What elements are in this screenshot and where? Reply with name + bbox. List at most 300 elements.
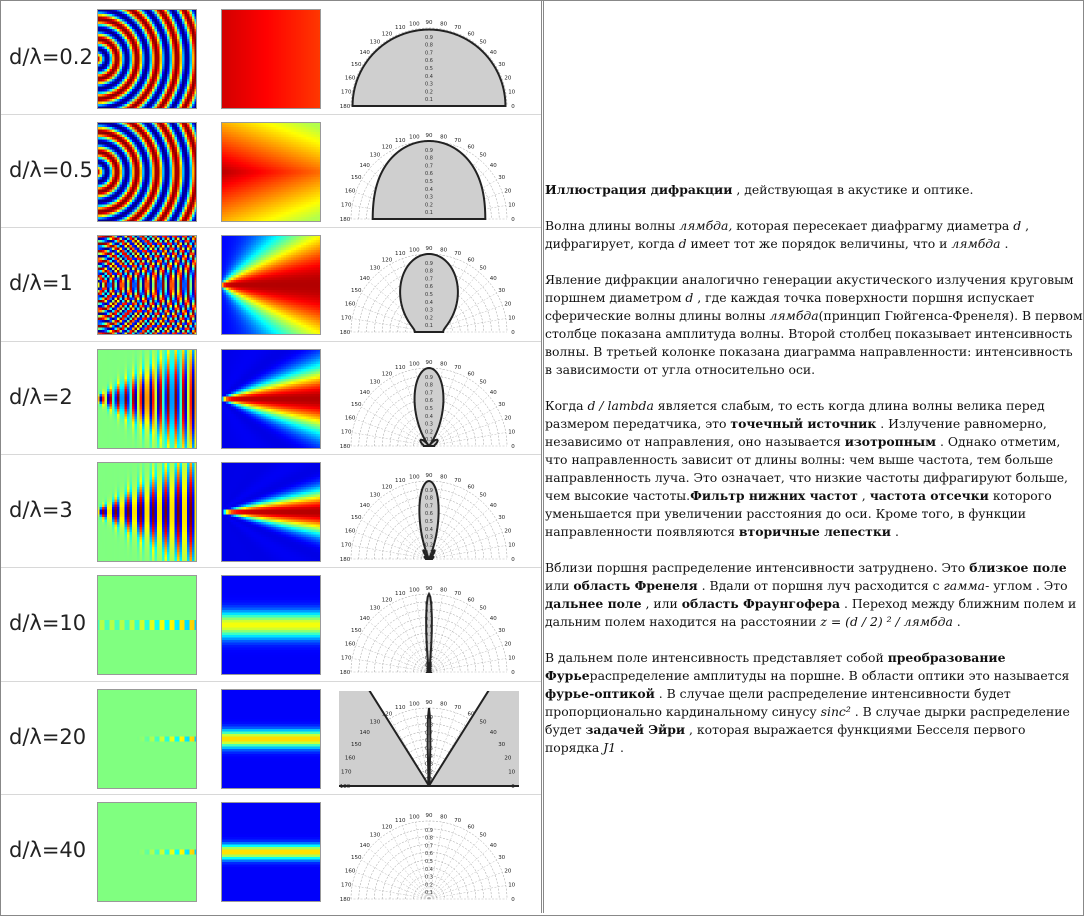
text-span: Когда xyxy=(545,398,588,413)
angle-tick-label: 160 xyxy=(345,301,356,307)
angle-tick-label: 80 xyxy=(440,701,447,707)
row-divider xyxy=(1,454,541,455)
ratio-label: d/λ=20 xyxy=(9,725,86,749)
angle-tick-label: 50 xyxy=(480,153,487,159)
angle-tick-label: 120 xyxy=(382,824,393,830)
angle-tick-label: 120 xyxy=(382,371,393,377)
radial-tick-label: 0.5 xyxy=(425,859,433,865)
amplitude-plot xyxy=(97,575,197,675)
angle-tick-label: 120 xyxy=(382,597,393,603)
term-fresnel-region: область Френеля xyxy=(573,578,697,593)
angle-tick-label: 110 xyxy=(395,251,406,257)
radial-tick-label: 0.2 xyxy=(425,315,433,321)
angle-tick-label: 160 xyxy=(345,415,356,421)
text-span: В дальнем поле интенсивность представляет собой xyxy=(545,650,888,665)
directivity-polar-plot xyxy=(339,351,519,451)
angle-tick-label: 70 xyxy=(454,705,461,711)
radial-tick-label: 0.5 xyxy=(425,406,433,412)
radial-tick-label: 0.3 xyxy=(425,308,433,314)
angle-tick-label: 30 xyxy=(498,175,505,181)
angle-tick-label: 170 xyxy=(341,89,352,95)
radial-tick-label: 0.7 xyxy=(425,616,433,622)
radial-tick-label: 0.9 xyxy=(425,148,433,154)
radial-tick-label: 0.4 xyxy=(425,640,433,646)
radial-tick-label: 0.7 xyxy=(425,843,433,849)
angle-tick-label: 20 xyxy=(504,641,511,647)
angle-tick-label: 10 xyxy=(508,202,515,208)
angle-tick-label: 130 xyxy=(370,380,381,386)
angle-tick-label: 150 xyxy=(351,628,362,634)
radial-tick-label: 0.6 xyxy=(425,171,433,177)
text-span: , где каждая точка поверхности поршня испускает сферические волны длины волны xyxy=(545,290,1034,323)
ratio-label: d/λ=1 xyxy=(9,271,73,295)
text-span: . В случае дырки распределение будет xyxy=(545,704,1070,737)
angle-tick-label: 90 xyxy=(426,586,433,592)
radial-tick-label: 0.5 xyxy=(425,179,433,185)
angle-tick-label: 130 xyxy=(370,833,381,839)
angle-tick-label: 10 xyxy=(508,89,515,95)
angle-tick-label: 140 xyxy=(359,616,370,622)
term-isotropic: изотропным xyxy=(845,434,936,449)
angle-tick-label: 80 xyxy=(440,814,447,820)
angle-tick-label: 20 xyxy=(504,301,511,307)
angle-tick-label: 50 xyxy=(480,380,487,386)
radial-tick-label: 0.9 xyxy=(425,35,433,41)
figure-row xyxy=(1,454,541,568)
radial-tick-label: 0.2 xyxy=(425,655,433,661)
angle-tick-label: 160 xyxy=(345,188,356,194)
term-low-pass-filter: Фильтр нижних частот xyxy=(690,488,858,503)
angle-tick-label: 150 xyxy=(351,288,362,294)
angle-tick-label: 60 xyxy=(468,144,475,150)
angle-tick-label: 30 xyxy=(498,855,505,861)
text-span: , которая выражается функциями Бесселя первого порядка xyxy=(545,722,1025,755)
term-cutoff-frequency: частота отсечки xyxy=(870,488,989,503)
symbol-gamma: гамма- xyxy=(943,578,989,593)
radial-tick-label: 0.7 xyxy=(425,390,433,396)
radial-tick-label: 0.2 xyxy=(425,89,433,95)
angle-tick-label: 110 xyxy=(395,25,406,31)
radial-tick-label: 0.6 xyxy=(425,398,433,404)
directivity-polar-plot xyxy=(339,11,519,111)
angle-tick-label: 60 xyxy=(468,597,475,603)
text-span: , xyxy=(858,488,870,503)
angle-tick-label: 130 xyxy=(370,266,381,272)
angle-tick-label: 80 xyxy=(440,247,447,253)
angle-tick-label: 160 xyxy=(345,75,356,81)
symbol-lambda: лямбда xyxy=(769,308,818,323)
radial-tick-label: 0.8 xyxy=(425,836,433,842)
angle-tick-label: 0 xyxy=(511,557,515,563)
radial-tick-label: 0.3 xyxy=(425,648,433,654)
intensity-plot xyxy=(221,235,321,335)
angle-tick-label: 100 xyxy=(409,134,420,140)
angle-tick-label: 50 xyxy=(480,493,487,499)
ratio-label: d/λ=0.2 xyxy=(9,45,93,69)
symbol-d: d xyxy=(679,236,687,251)
text-span: распределение амплитуды на поршне. В области оптики это называется xyxy=(590,668,1070,683)
angle-tick-label: 50 xyxy=(480,266,487,272)
angle-tick-label: 80 xyxy=(440,587,447,593)
angle-tick-label: 60 xyxy=(468,824,475,830)
term-fourier-transform: преобразование Фурье xyxy=(545,650,1005,683)
text-span: или xyxy=(545,578,573,593)
text-span: (принцип Гюйгенса-Френеля). В первом столбце показана амплитуда волны. Второй столбец показывает интенсивность волны. В третьей колонке показана диаграмма направленности: интенсивность в зависимости от угла относительно оси. xyxy=(545,308,1083,377)
description-text xyxy=(545,181,1083,775)
paragraph-directivity xyxy=(545,397,1083,541)
figure-row xyxy=(1,227,541,341)
figure-row xyxy=(1,114,541,228)
radial-tick-label: 0.4 xyxy=(425,414,433,420)
text-span: . xyxy=(953,614,961,629)
angle-tick-label: 40 xyxy=(490,50,497,56)
radial-tick-label: 0.5 xyxy=(425,746,433,752)
radial-tick-label: 0.3 xyxy=(425,875,433,881)
angle-tick-label: 110 xyxy=(395,591,406,597)
paragraph-intro xyxy=(545,181,1083,199)
angle-tick-label: 160 xyxy=(345,755,356,761)
angle-tick-label: 90 xyxy=(426,700,433,706)
radial-tick-label: 0.3 xyxy=(425,422,433,428)
amplitude-plot xyxy=(97,122,197,222)
angle-tick-label: 130 xyxy=(370,606,381,612)
angle-tick-label: 0 xyxy=(511,897,515,903)
angle-tick-label: 150 xyxy=(351,62,362,68)
angle-tick-label: 90 xyxy=(426,20,433,26)
angle-tick-label: 70 xyxy=(454,591,461,597)
angle-tick-label: 130 xyxy=(370,720,381,726)
radial-tick-label: 0.4 xyxy=(425,74,433,80)
angle-tick-label: 70 xyxy=(454,478,461,484)
angle-tick-label: 150 xyxy=(351,175,362,181)
radial-tick-label: 0.2 xyxy=(425,429,433,435)
angle-tick-label: 20 xyxy=(504,188,511,194)
radial-tick-label: 0.6 xyxy=(425,284,433,290)
angle-tick-label: 150 xyxy=(351,742,362,748)
angle-tick-label: 170 xyxy=(341,882,352,888)
ratio-label: d/λ=40 xyxy=(9,838,86,862)
text-span: имеет тот же порядок величины, что и xyxy=(687,236,952,251)
radial-tick-label: 0.8 xyxy=(425,496,433,502)
angle-tick-label: 40 xyxy=(490,730,497,736)
angle-tick-label: 80 xyxy=(440,474,447,480)
symbol-sinc-squared: sinc² xyxy=(821,704,851,719)
radial-tick-label: 0.4 xyxy=(425,527,433,533)
angle-tick-label: 10 xyxy=(508,655,515,661)
symbol-d-over-lambda: d / lambda xyxy=(588,398,654,413)
radial-tick-label: 0.8 xyxy=(425,43,433,49)
angle-tick-label: 180 xyxy=(340,557,351,563)
angle-tick-label: 120 xyxy=(382,711,393,717)
radial-tick-label: 0.2 xyxy=(425,202,433,208)
radial-tick-label: 0.1 xyxy=(425,890,433,896)
radial-tick-label: 0.1 xyxy=(425,97,433,103)
angle-tick-label: 0 xyxy=(511,784,515,790)
paragraph-fourier xyxy=(545,649,1083,757)
figure-row xyxy=(1,794,541,908)
text-span: . xyxy=(891,524,899,539)
radial-tick-label: 0.3 xyxy=(425,762,433,768)
angle-tick-label: 70 xyxy=(454,365,461,371)
angle-tick-label: 20 xyxy=(504,868,511,874)
text-span: . Однако отметим, что направленность зависит от длины волны: чем выше частота, тем больше направленность луча. Это означает, что низкие частоты дифрагируют больше, чем высокие частоты. xyxy=(545,434,1068,503)
angle-tick-label: 180 xyxy=(340,217,351,223)
angle-tick-label: 90 xyxy=(426,473,433,479)
ratio-label: d/λ=0.5 xyxy=(9,158,93,182)
angle-tick-label: 100 xyxy=(409,247,420,253)
amplitude-plot xyxy=(97,349,197,449)
amplitude-plot xyxy=(97,462,197,562)
paragraph-piston xyxy=(545,271,1083,379)
angle-tick-label: 140 xyxy=(359,730,370,736)
directivity-polar-plot xyxy=(339,464,519,564)
ratio-label: d/λ=2 xyxy=(9,385,73,409)
radial-tick-label: 0.6 xyxy=(425,511,433,517)
angle-tick-label: 70 xyxy=(454,138,461,144)
angle-tick-label: 40 xyxy=(490,843,497,849)
text-span: . Переход между ближним полем и дальним полем находится на расстоянии xyxy=(545,596,1076,629)
angle-tick-label: 20 xyxy=(504,75,511,81)
text-span: является слабым, то есть когда длина волны велика перед размером передатчика, это xyxy=(545,398,1045,431)
angle-tick-label: 80 xyxy=(440,361,447,367)
radial-tick-label: 0.9 xyxy=(425,715,433,721)
angle-tick-label: 10 xyxy=(508,882,515,888)
angle-tick-label: 50 xyxy=(480,833,487,839)
radial-tick-label: 0.3 xyxy=(425,535,433,541)
radial-tick-label: 0.7 xyxy=(425,730,433,736)
angle-tick-label: 10 xyxy=(508,769,515,775)
angle-tick-label: 90 xyxy=(426,813,433,819)
text-span: Вблизи поршня распределение интенсивности затруднено. Это xyxy=(545,560,969,575)
angle-tick-label: 110 xyxy=(395,365,406,371)
angle-tick-label: 150 xyxy=(351,402,362,408)
angle-tick-label: 130 xyxy=(370,153,381,159)
amplitude-plot xyxy=(97,689,197,789)
term-fourier-optics: фурье-оптикой xyxy=(545,686,655,701)
angle-tick-label: 30 xyxy=(498,288,505,294)
intensity-plot xyxy=(221,689,321,789)
angle-tick-label: 100 xyxy=(409,587,420,593)
text-span: . В случае щели распределение интенсивности будет пропорционально кардинальному синусу xyxy=(545,686,1011,719)
angle-tick-label: 40 xyxy=(490,390,497,396)
radial-tick-label: 0.4 xyxy=(425,300,433,306)
radial-tick-label: 0.9 xyxy=(425,488,433,494)
angle-tick-label: 90 xyxy=(426,246,433,252)
radial-tick-label: 0.5 xyxy=(425,632,433,638)
radial-tick-label: 0.9 xyxy=(425,828,433,834)
angle-tick-label: 150 xyxy=(351,515,362,521)
angle-tick-label: 30 xyxy=(498,515,505,521)
text-span: Явление дифракции аналогично генерации акустического излучения круговым поршнем диаметром xyxy=(545,272,1074,305)
term-diffraction-illustration: Иллюстрация дифракции xyxy=(545,182,732,197)
figure-column xyxy=(1,1,542,913)
radial-tick-label: 0.1 xyxy=(425,323,433,329)
angle-tick-label: 110 xyxy=(395,705,406,711)
angle-tick-label: 40 xyxy=(490,163,497,169)
angle-tick-label: 180 xyxy=(340,330,351,336)
angle-tick-label: 10 xyxy=(508,315,515,321)
radial-tick-label: 0.1 xyxy=(425,663,433,669)
figure-row xyxy=(1,341,541,455)
text-column xyxy=(543,1,1083,913)
angle-tick-label: 180 xyxy=(340,897,351,903)
symbol-lambda: лямбда, xyxy=(679,218,732,233)
text-span: , или xyxy=(642,596,682,611)
text-span: которая пересекает диафрагму диаметра xyxy=(732,218,1013,233)
angle-tick-label: 140 xyxy=(359,163,370,169)
angle-tick-label: 120 xyxy=(382,144,393,150)
radial-tick-label: 0.6 xyxy=(425,624,433,630)
angle-tick-label: 10 xyxy=(508,429,515,435)
radial-tick-label: 0.8 xyxy=(425,156,433,162)
directivity-polar-plot xyxy=(339,577,519,677)
intensity-plot xyxy=(221,122,321,222)
directivity-polar-plot xyxy=(339,124,519,224)
radial-tick-label: 0.3 xyxy=(425,195,433,201)
angle-tick-label: 160 xyxy=(345,641,356,647)
radial-tick-label: 0.7 xyxy=(425,276,433,282)
radial-tick-label: 0.9 xyxy=(425,261,433,267)
angle-tick-label: 0 xyxy=(511,104,515,110)
radial-tick-label: 0.6 xyxy=(425,851,433,857)
amplitude-plot xyxy=(97,9,197,109)
text-span: , действующая в акустике и оптике. xyxy=(732,182,973,197)
term-near-field: близкое поле xyxy=(969,560,1066,575)
term-airy-problem: задачей Эйри xyxy=(586,722,686,737)
angle-tick-label: 160 xyxy=(345,528,356,534)
ratio-label: d/λ=10 xyxy=(9,611,86,635)
angle-tick-label: 140 xyxy=(359,503,370,509)
radial-tick-label: 0.1 xyxy=(425,437,433,443)
radial-tick-label: 0.4 xyxy=(425,867,433,873)
row-divider xyxy=(1,567,541,568)
angle-tick-label: 70 xyxy=(454,818,461,824)
amplitude-plot xyxy=(97,802,197,902)
symbol-j1: J1 xyxy=(603,740,616,755)
radial-tick-label: 0.5 xyxy=(425,519,433,525)
intensity-plot xyxy=(221,575,321,675)
angle-tick-label: 120 xyxy=(382,257,393,263)
paragraph-wavelength xyxy=(545,217,1083,253)
term-side-lobes: вторичные лепестки xyxy=(739,524,891,539)
intensity-plot xyxy=(221,802,321,902)
angle-tick-label: 80 xyxy=(440,21,447,27)
amplitude-plot xyxy=(97,235,197,335)
symbol-lambda: лямбда xyxy=(951,236,1000,251)
angle-tick-label: 170 xyxy=(341,429,352,435)
radial-tick-label: 0.5 xyxy=(425,292,433,298)
row-divider xyxy=(1,114,541,115)
angle-tick-label: 60 xyxy=(468,711,475,717)
angle-tick-label: 60 xyxy=(468,371,475,377)
term-far-field: дальнее поле xyxy=(545,596,642,611)
row-divider xyxy=(1,341,541,342)
angle-tick-label: 170 xyxy=(341,542,352,548)
term-point-source: точечный источник xyxy=(730,416,876,431)
angle-tick-label: 0 xyxy=(511,217,515,223)
term-fraunhofer-region: область Фраунгофера xyxy=(682,596,840,611)
text-span: , дифрагирует, когда xyxy=(545,218,1029,251)
directivity-polar-plot xyxy=(339,691,519,791)
angle-tick-label: 30 xyxy=(498,62,505,68)
angle-tick-label: 150 xyxy=(351,855,362,861)
angle-tick-label: 170 xyxy=(341,202,352,208)
angle-tick-label: 140 xyxy=(359,390,370,396)
angle-tick-label: 130 xyxy=(370,493,381,499)
ratio-label: d/λ=3 xyxy=(9,498,73,522)
angle-tick-label: 100 xyxy=(409,701,420,707)
radial-tick-label: 0.1 xyxy=(425,777,433,783)
angle-tick-label: 90 xyxy=(426,360,433,366)
radial-tick-label: 0.7 xyxy=(425,50,433,56)
angle-tick-label: 170 xyxy=(341,769,352,775)
radial-tick-label: 0.9 xyxy=(425,375,433,381)
radial-tick-label: 0.8 xyxy=(425,723,433,729)
radial-tick-label: 0.8 xyxy=(425,383,433,389)
figure-row xyxy=(1,681,541,795)
angle-tick-label: 20 xyxy=(504,755,511,761)
intensity-plot xyxy=(221,349,321,449)
row-divider xyxy=(1,227,541,228)
angle-tick-label: 130 xyxy=(370,40,381,46)
text-span: углом . Это xyxy=(989,578,1067,593)
angle-tick-label: 10 xyxy=(508,542,515,548)
angle-tick-label: 140 xyxy=(359,843,370,849)
text-span: . Излучение равномерно, независимо от направления, оно называется xyxy=(545,416,1047,449)
radial-tick-label: 0.9 xyxy=(425,601,433,607)
angle-tick-label: 180 xyxy=(340,104,351,110)
figure-row xyxy=(1,567,541,681)
angle-tick-label: 50 xyxy=(480,40,487,46)
angle-tick-label: 50 xyxy=(480,720,487,726)
angle-tick-label: 60 xyxy=(468,257,475,263)
angle-tick-label: 100 xyxy=(409,814,420,820)
angle-tick-label: 40 xyxy=(490,616,497,622)
angle-tick-label: 60 xyxy=(468,484,475,490)
angle-tick-label: 170 xyxy=(341,655,352,661)
angle-tick-label: 40 xyxy=(490,276,497,282)
angle-tick-label: 20 xyxy=(504,528,511,534)
angle-tick-label: 110 xyxy=(395,818,406,824)
intensity-plot xyxy=(221,9,321,109)
radial-tick-label: 0.1 xyxy=(425,550,433,556)
angle-tick-label: 70 xyxy=(454,251,461,257)
angle-tick-label: 0 xyxy=(511,330,515,336)
radial-tick-label: 0.2 xyxy=(425,542,433,548)
text-span: Волна длины волны xyxy=(545,218,679,233)
angle-tick-label: 160 xyxy=(345,868,356,874)
angle-tick-label: 140 xyxy=(359,276,370,282)
radial-tick-label: 0.8 xyxy=(425,269,433,275)
angle-tick-label: 0 xyxy=(511,444,515,450)
radial-tick-label: 0.2 xyxy=(425,769,433,775)
angle-tick-label: 30 xyxy=(498,742,505,748)
angle-tick-label: 20 xyxy=(504,415,511,421)
radial-tick-label: 0.6 xyxy=(425,738,433,744)
angle-tick-label: 60 xyxy=(468,31,475,37)
intensity-plot xyxy=(221,462,321,562)
angle-tick-label: 180 xyxy=(340,444,351,450)
radial-tick-label: 0.2 xyxy=(425,882,433,888)
angle-tick-label: 170 xyxy=(341,315,352,321)
figure-row xyxy=(1,1,541,115)
angle-tick-label: 90 xyxy=(426,133,433,139)
angle-tick-label: 100 xyxy=(409,21,420,27)
angle-tick-label: 30 xyxy=(498,402,505,408)
radial-tick-label: 0.3 xyxy=(425,82,433,88)
radial-tick-label: 0.5 xyxy=(425,66,433,72)
row-divider xyxy=(1,681,541,682)
